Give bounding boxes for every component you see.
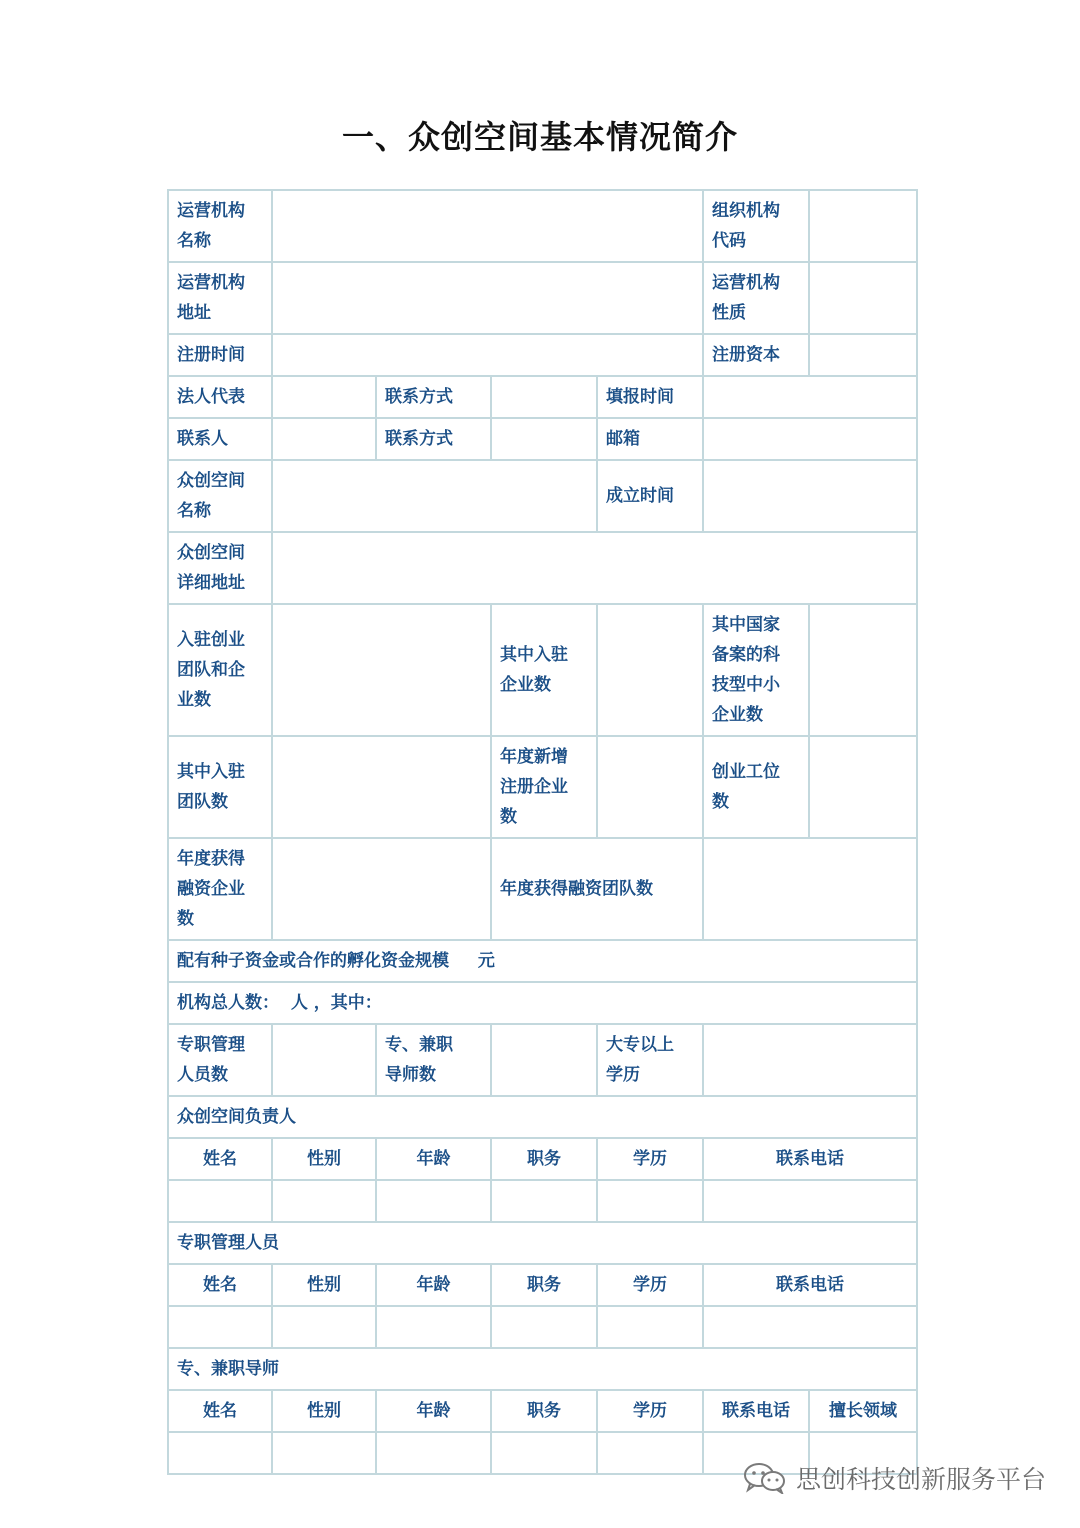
label-staff-total: 机构总人数： 人 ，其中：	[168, 982, 917, 1024]
label-new-registered: 年度新增 注册企业 数	[491, 736, 597, 838]
label-funded-teams: 年度获得融资团队数	[491, 838, 703, 940]
col-gender: 性别	[272, 1390, 376, 1432]
field-teams-companies[interactable]	[272, 604, 491, 736]
col-gender: 性别	[272, 1138, 376, 1180]
leader-phone-cell[interactable]	[703, 1180, 917, 1222]
field-full-time-mgmt[interactable]	[272, 1024, 376, 1096]
field-mentors-count[interactable]	[491, 1024, 597, 1096]
label-reg-capital: 注册资本	[703, 334, 809, 376]
field-funded-companies[interactable]	[272, 838, 491, 940]
label-reg-time: 注册时间	[168, 334, 272, 376]
label-fill-time: 填报时间	[597, 376, 703, 418]
label-org-name: 运营机构 名称	[168, 190, 272, 262]
label-space-address: 众创空间 详细地址	[168, 532, 272, 604]
label-org-nature: 运营机构 性质	[703, 262, 809, 334]
col-position: 职务	[491, 1390, 597, 1432]
field-fill-time[interactable]	[703, 376, 917, 418]
label-mentors-count: 专、兼职 导师数	[376, 1024, 491, 1096]
label-org-address: 运营机构 地址	[168, 262, 272, 334]
label-seed-fund: 配有种子资金或合作的孵化资金规模 元	[168, 940, 917, 982]
field-workstations[interactable]	[809, 736, 917, 838]
section-mgmt-staff: 专职管理人员	[168, 1222, 917, 1264]
col-age: 年龄	[376, 1390, 491, 1432]
section-leader: 众创空间负责人	[168, 1096, 917, 1138]
label-resident-companies: 其中入驻 企业数	[491, 604, 597, 736]
label-legal-rep: 法人代表	[168, 376, 272, 418]
field-resident-teams[interactable]	[272, 736, 491, 838]
leader-age-cell[interactable]	[376, 1180, 491, 1222]
field-org-code[interactable]	[809, 190, 917, 262]
col-position: 职务	[491, 1138, 597, 1180]
col-phone: 联系电话	[703, 1390, 809, 1432]
section-mentors: 专、兼职导师	[168, 1348, 917, 1390]
wechat-icon	[742, 1462, 788, 1494]
field-org-name[interactable]	[272, 190, 703, 262]
col-age: 年龄	[376, 1264, 491, 1306]
col-education: 学历	[597, 1138, 703, 1180]
col-age: 年龄	[376, 1138, 491, 1180]
label-org-code: 组织机构 代码	[703, 190, 809, 262]
mgmt-age-cell[interactable]	[376, 1306, 491, 1348]
field-contact-person[interactable]	[272, 418, 376, 460]
page-title: 一、众创空间基本情况简介	[341, 118, 738, 156]
col-education: 学历	[597, 1390, 703, 1432]
label-contact-method-1: 联系方式	[376, 376, 491, 418]
label-contact-person: 联系人	[168, 418, 272, 460]
field-funded-teams[interactable]	[703, 838, 917, 940]
label-contact-method-2: 联系方式	[376, 418, 491, 460]
col-name: 姓名	[168, 1390, 272, 1432]
mentor-age-cell[interactable]	[376, 1432, 491, 1474]
label-college-above: 大专以上 学历	[597, 1024, 703, 1096]
mgmt-name-cell[interactable]	[168, 1306, 272, 1348]
field-new-registered[interactable]	[597, 736, 703, 838]
col-education: 学历	[597, 1264, 703, 1306]
label-workstations: 创业工位 数	[703, 736, 809, 838]
mgmt-phone-cell[interactable]	[703, 1306, 917, 1348]
col-gender: 性别	[272, 1264, 376, 1306]
mentor-name-cell[interactable]	[168, 1432, 272, 1474]
leader-position-cell[interactable]	[491, 1180, 597, 1222]
field-org-address[interactable]	[272, 262, 703, 334]
field-email[interactable]	[703, 418, 917, 460]
label-funded-companies: 年度获得 融资企业 数	[168, 838, 272, 940]
field-legal-rep[interactable]	[272, 376, 376, 418]
leader-education-cell[interactable]	[597, 1180, 703, 1222]
field-contact-method-2[interactable]	[491, 418, 597, 460]
label-resident-teams: 其中入驻 团队数	[168, 736, 272, 838]
label-teams-companies: 入驻创业 团队和企 业数	[168, 604, 272, 736]
field-org-nature[interactable]	[809, 262, 917, 334]
field-space-address[interactable]	[272, 532, 917, 604]
label-founded-time: 成立时间	[597, 460, 703, 532]
watermark	[742, 1460, 1046, 1496]
mgmt-education-cell[interactable]	[597, 1306, 703, 1348]
label-national-sme: 其中国家 备案的科 技型中小 企业数	[703, 604, 809, 736]
col-phone: 联系电话	[703, 1138, 917, 1180]
label-space-name: 众创空间 名称	[168, 460, 272, 532]
col-position: 职务	[491, 1264, 597, 1306]
mentor-education-cell[interactable]	[597, 1432, 703, 1474]
field-reg-capital[interactable]	[809, 334, 917, 376]
info-form-table	[167, 189, 918, 1475]
field-national-sme[interactable]	[809, 604, 917, 736]
mgmt-gender-cell[interactable]	[272, 1306, 376, 1348]
leader-name-cell[interactable]	[168, 1180, 272, 1222]
field-founded-time[interactable]	[703, 460, 917, 532]
col-phone: 联系电话	[703, 1264, 917, 1306]
mentor-position-cell[interactable]	[491, 1432, 597, 1474]
col-name: 姓名	[168, 1138, 272, 1180]
field-college-above[interactable]	[703, 1024, 917, 1096]
label-full-time-mgmt: 专职管理 人员数	[168, 1024, 272, 1096]
field-space-name[interactable]	[272, 460, 597, 532]
watermark-text: 思创科技创新服务平台	[795, 1465, 1046, 1494]
mgmt-position-cell[interactable]	[491, 1306, 597, 1348]
mentor-gender-cell[interactable]	[272, 1432, 376, 1474]
leader-gender-cell[interactable]	[272, 1180, 376, 1222]
label-email: 邮箱	[597, 418, 703, 460]
field-contact-method-1[interactable]	[491, 376, 597, 418]
field-resident-companies[interactable]	[597, 604, 703, 736]
field-reg-time[interactable]	[272, 334, 703, 376]
col-expertise: 擅长领域	[809, 1390, 917, 1432]
col-name: 姓名	[168, 1264, 272, 1306]
